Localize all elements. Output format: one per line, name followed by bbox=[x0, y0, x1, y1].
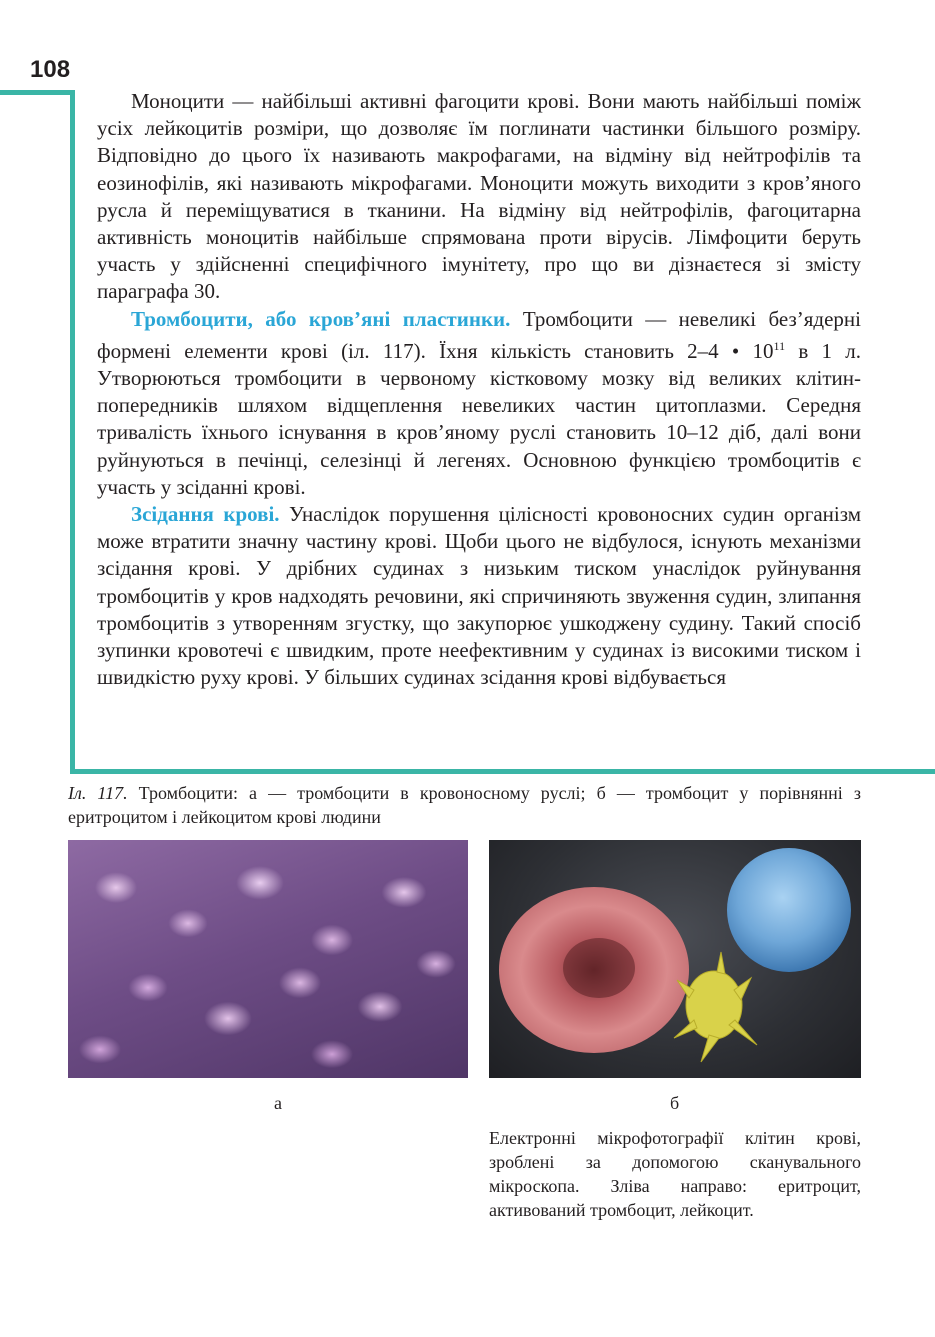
paragraph-coagulation bbox=[97, 501, 861, 691]
figure-label: Іл. 117. bbox=[68, 783, 128, 803]
platelets-text-1: Тромбоцити — невеликі без’ядерні формені елементи крові (іл. 117). Їхня кількість становить 2–4 • 10 bbox=[97, 306, 861, 363]
photo-blood-cells-comparison bbox=[489, 840, 861, 1078]
photo-caption: Електронні мікрофотографії клітин крові, зроблені за допомогою сканувального мікроскопа. Зліва направо: еритроцит, активований тромбоцит, лейкоцит. bbox=[489, 1128, 861, 1220]
photo-platelets-in-bloodstream bbox=[68, 840, 468, 1078]
figure-caption bbox=[68, 781, 861, 829]
sub-label-a: а bbox=[274, 1093, 282, 1113]
sub-label-b: б bbox=[670, 1093, 680, 1113]
paragraph-platelets bbox=[97, 306, 861, 501]
paragraph-monocytes: Моноцити — найбільші активні фагоцити крові. Вони мають найбільші поміж усіх лейкоцитів розміри, що дозволяє їм поглинати частинки більшого розміру. Відповідно до цього їх називають макрофагами, на відміну від нейтрофілів та еозинофілів, які називають мікрофагами. Моноцити можуть виходити з кров’яного русла й переміщуватися в тканини. На відміну від нейтрофілів, фагоцитарна активність моноцитів найбільше спрямована проти вірусів. Лімфоцити беруть участь у здійсненні специфічного імунітету, про що ви дізнаєтеся зі змісту параграфа 30. bbox=[97, 89, 861, 304]
term-platelets: Тромбоцити, або кров’яні пластинки. bbox=[131, 306, 511, 331]
page-number: 108 bbox=[30, 56, 71, 83]
figure-caption-text: Тромбоцити: а — тромбоцити в кровоносному руслі; б — тромбоцит у порівнянні з еритроцитом і лейкоцитом крові людини bbox=[68, 783, 861, 827]
platelets-text-2: в 1 л. Утворюються тромбоцити в червоному кістковому мозку від великих клітин-попередників шляхом відщеплення невеликих частин цитоплазми. Середня тривалість їхнього існування в кров’яному руслі становить 10–12 діб, далі вони руйнуються в печінці, селезінці й легенях. Основною функцією тромбоцитів є участь у зсіданні крові. bbox=[97, 338, 861, 499]
frame-bottom-line bbox=[70, 769, 935, 774]
leukocyte bbox=[727, 848, 851, 972]
coagulation-text: Унаслідок порушення цілісності кровоносних судин організм може втратити значну частину крові. Щоби цього не відбулося, існують механізми зсідання крові. У дрібних судинах з низьким тиском унаслідок руйнування тромбоцитів у кров надходять речовини, які спричиняють звуження судин, злипання тромбоцитів з утворенням згустку, що закупорює ушкоджену судину. Такий спосіб зупинки кровотечі є швидким, проте неефективним у судинах із високими тиском і швидкістю руху крові. У більших судинах зсідання крові відбувається bbox=[97, 502, 861, 690]
term-coagulation: Зсідання крові. bbox=[131, 502, 280, 527]
platelets-exponent: 11 bbox=[773, 338, 786, 353]
frame-left-line bbox=[70, 90, 75, 774]
frame-top-line bbox=[0, 90, 75, 95]
main-text bbox=[97, 88, 861, 691]
